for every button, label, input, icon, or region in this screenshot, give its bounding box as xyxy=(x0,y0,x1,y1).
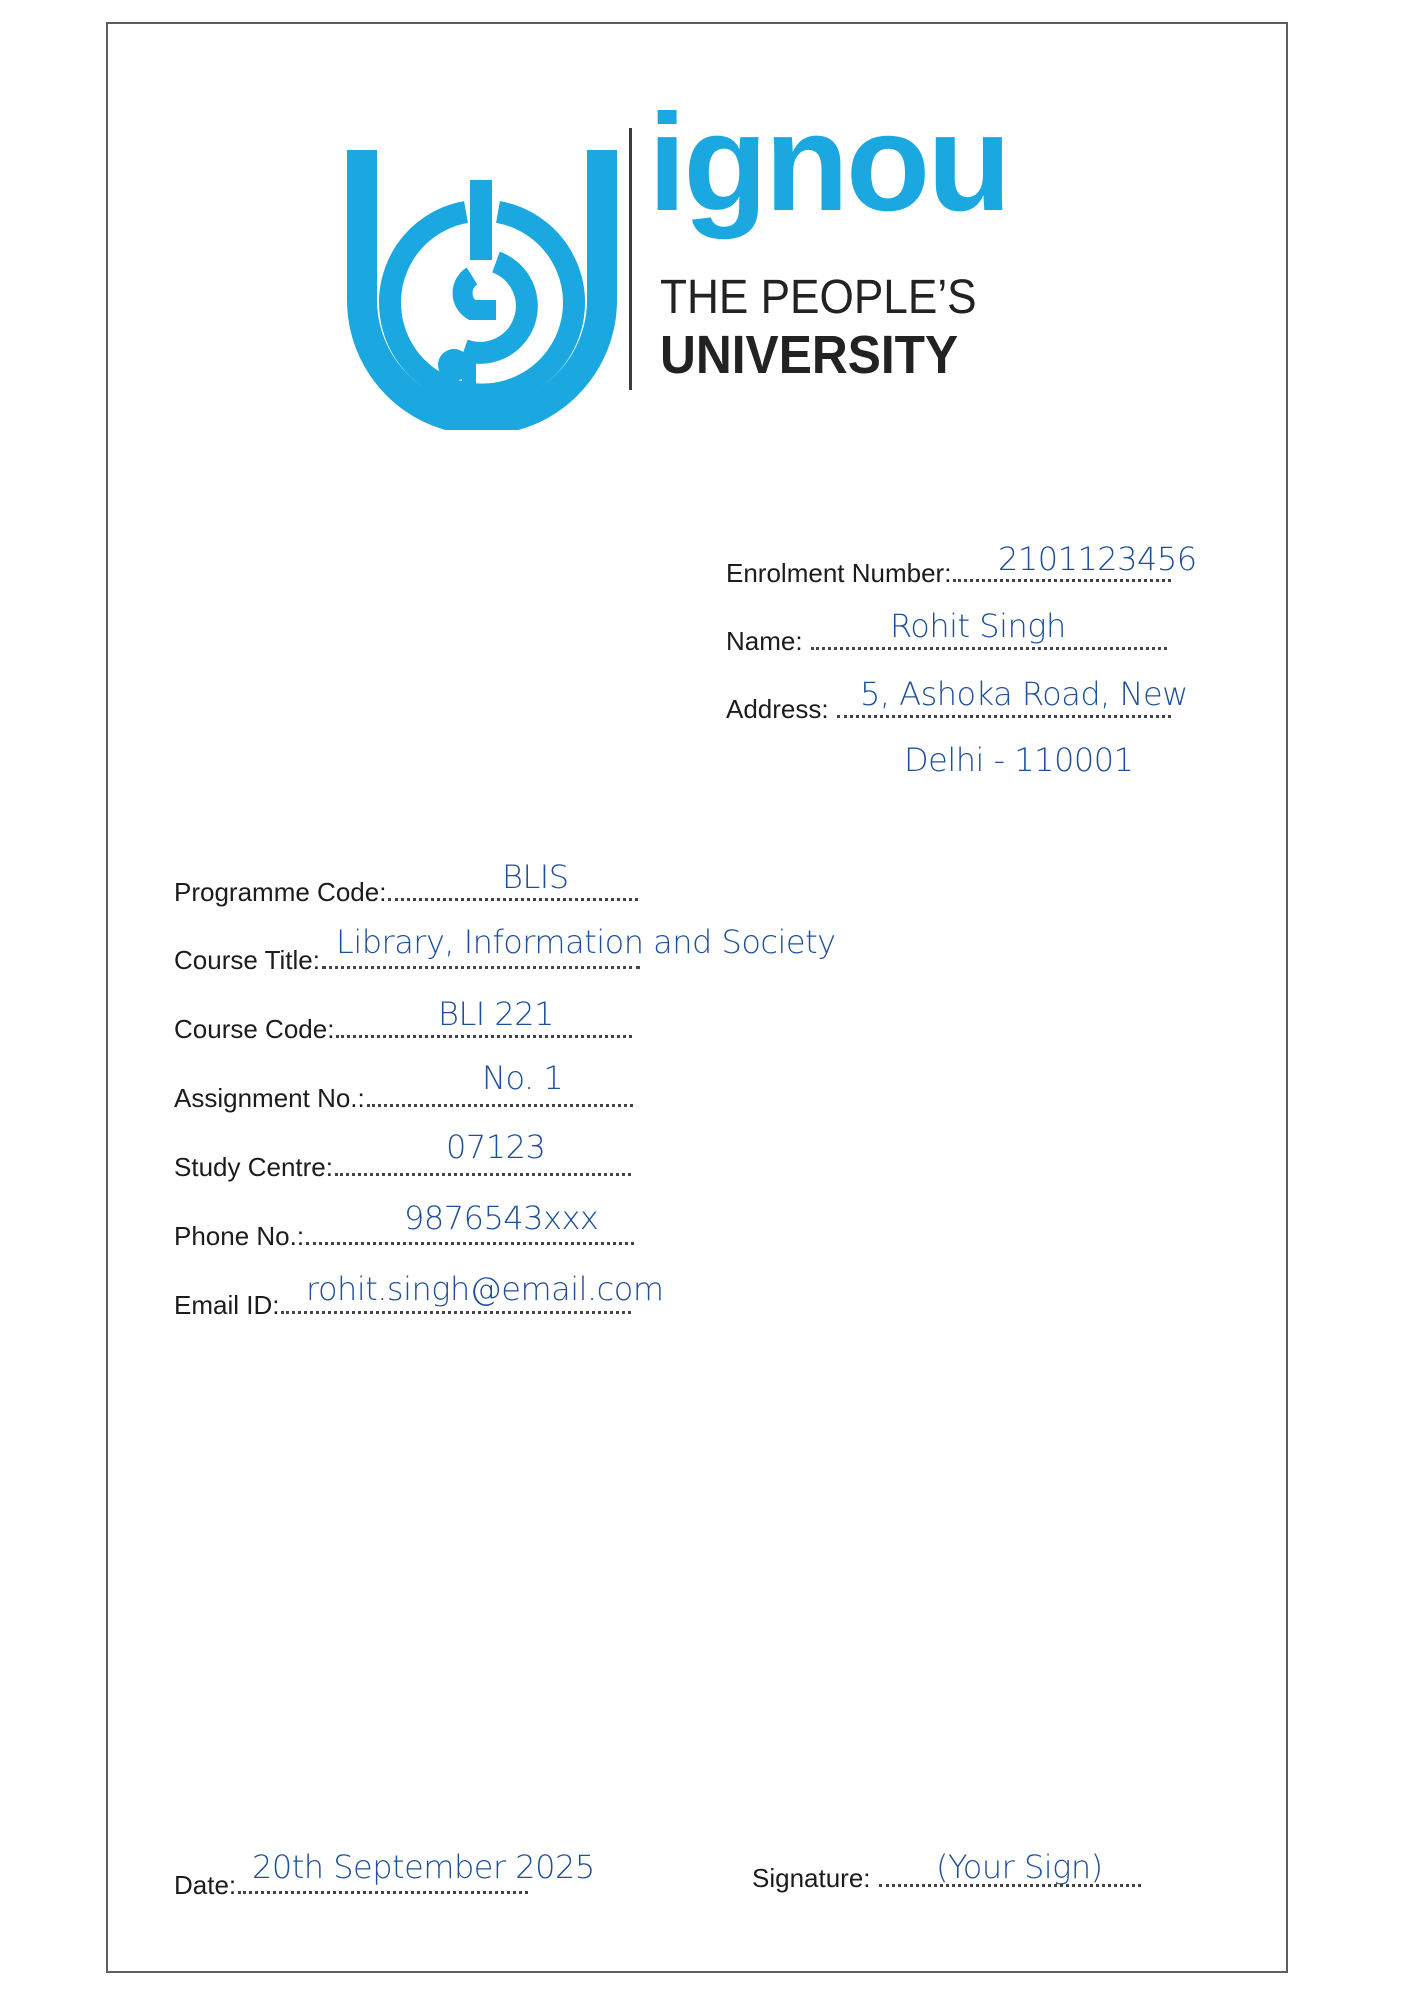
study-centre-value[interactable]: 07123 xyxy=(446,1128,546,1166)
signature-value[interactable]: (Your Sign) xyxy=(936,1848,1103,1886)
email-label: Email ID: xyxy=(174,1290,280,1320)
ignou-logo xyxy=(346,86,1009,418)
phone-dotted-line xyxy=(306,1238,634,1245)
course-title-value[interactable]: Library, Information and Society xyxy=(336,923,836,961)
address-label: Address: xyxy=(726,694,829,724)
assignment-no-dotted-line xyxy=(367,1100,633,1107)
phone-label: Phone No.: xyxy=(174,1221,305,1251)
enrolment-label: Enrolment Number: xyxy=(726,558,952,588)
assignment-no-label: Assignment No.: xyxy=(174,1083,365,1113)
course-title-dotted-line xyxy=(322,962,640,969)
address-value-line2[interactable]: Delhi - 110001 xyxy=(904,741,1134,779)
address-value-line1[interactable]: 5, Ashoka Road, New xyxy=(860,675,1188,713)
course-code-field xyxy=(174,1014,632,1045)
logo-tagline-line1: THE PEOPLE’S xyxy=(660,271,977,324)
course-title-label: Course Title: xyxy=(174,945,320,975)
study-centre-field xyxy=(174,1152,631,1183)
ignou-emblem-icon xyxy=(346,150,618,430)
assignment-no-value[interactable]: No. 1 xyxy=(482,1059,564,1097)
name-value[interactable]: Rohit Singh xyxy=(890,607,1066,645)
logo-wordmark: ignou xyxy=(648,86,1009,240)
programme-code-label: Programme Code: xyxy=(174,877,387,907)
email-value[interactable]: rohit.singh@email.com xyxy=(306,1270,664,1308)
course-code-label: Course Code: xyxy=(174,1014,335,1044)
phone-value[interactable]: 9876543xxx xyxy=(404,1199,599,1237)
programme-code-field xyxy=(174,877,638,908)
assignment-no-field xyxy=(174,1083,633,1114)
programme-code-value[interactable]: BLIS xyxy=(502,858,569,896)
date-dotted-line xyxy=(238,1887,528,1894)
date-value[interactable]: 20th September 2025 xyxy=(252,1848,595,1886)
logo-divider xyxy=(629,128,632,390)
enrolment-value[interactable]: 2101123456 xyxy=(998,540,1197,578)
name-label: Name: xyxy=(726,626,803,656)
logo-tagline-line2: UNIVERSITY xyxy=(660,325,959,385)
study-centre-dotted-line xyxy=(335,1169,631,1176)
email-dotted-line xyxy=(281,1307,631,1314)
study-centre-label: Study Centre: xyxy=(174,1152,333,1182)
date-label: Date: xyxy=(174,1870,237,1900)
course-code-value[interactable]: BLI 221 xyxy=(438,995,554,1033)
signature-label: Signature: xyxy=(752,1863,871,1893)
